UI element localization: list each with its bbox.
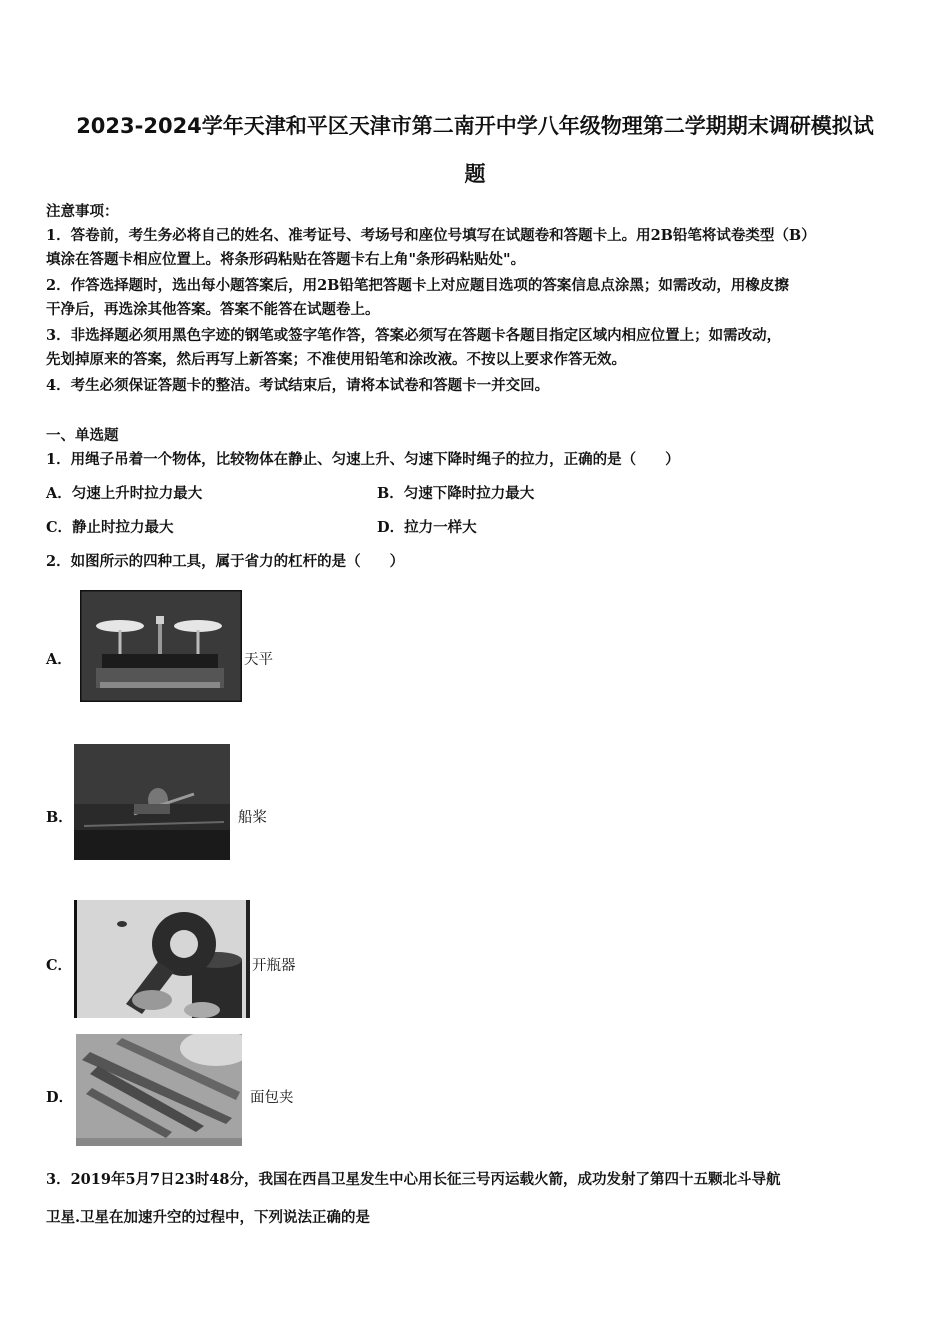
bottle-opener-photo-icon bbox=[74, 900, 250, 1018]
notice-line-4: 干净后，再选涂其他答案。答案不能答在试题卷上。 bbox=[46, 301, 380, 318]
notice-line-6: 先划掉原来的答案，然后再写上新答案；不准使用铅笔和涂改液。不按以上要求作答无效。 bbox=[46, 351, 626, 368]
section-heading: 一、单选题 bbox=[46, 427, 119, 444]
notice-line-7: 4．考生必须保证答题卡的整洁。考试结束后，请将本试卷和答题卡一并交回。 bbox=[46, 377, 550, 394]
q2-option-b-caption: 船桨 bbox=[238, 810, 267, 826]
notice-line-2: 填涂在答题卡相应位置上。将条形码粘贴在答题卡右上角"条形码粘贴处"。 bbox=[46, 251, 526, 268]
q3-stem-line1: 3．2019年5月7日23时48分，我国在西昌卫星发生中心用长征三号丙运载火箭，成功发射了第四十五颗北斗导航 bbox=[46, 1171, 781, 1188]
q2-option-b-letter: B． bbox=[46, 809, 73, 826]
notice-heading: 注意事项： bbox=[46, 203, 119, 220]
q1-option-a: A．匀速上升时拉力最大 bbox=[46, 485, 203, 502]
notice-line-1: 1．答卷前，考生务必将自己的姓名、准考证号、考场号和座位号填写在试题卷和答题卡上。用2B铅笔将试卷类型（B） bbox=[46, 227, 816, 244]
q2-option-d-caption: 面包夹 bbox=[250, 1090, 294, 1106]
q1-option-b: B．匀速下降时拉力最大 bbox=[377, 485, 535, 502]
exam-title-line2: 题 bbox=[464, 162, 486, 186]
exam-title-line1: 2023-2024学年天津和平区天津市第二南开中学八年级物理第二学期期末调研模拟试 bbox=[76, 114, 874, 138]
boat-oar-photo-icon bbox=[74, 744, 230, 860]
q3-stem-line2: 卫星.卫星在加速升空的过程中，下列说法正确的是 bbox=[46, 1209, 371, 1226]
q2-option-c-letter: C． bbox=[46, 957, 73, 974]
notice-line-3: 2．作答选择题时，选出每小题答案后，用2B铅笔把答题卡上对应题目选项的答案信息点涂黑；如需改动，用橡皮擦 bbox=[46, 277, 789, 294]
q1-stem: 1．用绳子吊着一个物体，比较物体在静止、匀速上升、匀速下降时绳子的拉力，正确的是（ ） bbox=[46, 451, 680, 468]
q1-option-d: D．拉力一样大 bbox=[377, 519, 477, 536]
q2-option-c-caption: 开瓶器 bbox=[252, 958, 296, 974]
balance-scale-photo-icon bbox=[80, 590, 242, 702]
q2-stem: 2．如图所示的四种工具，属于省力的杠杆的是（ ） bbox=[46, 553, 405, 570]
q2-option-d-letter: D． bbox=[46, 1089, 74, 1106]
notice-line-5: 3．非选择题必须用黑色字迹的钢笔或签字笔作答，答案必须写在答题卡各题目指定区域内相应位置上；如需改动， bbox=[46, 327, 782, 344]
bread-tongs-photo-icon bbox=[76, 1034, 242, 1146]
q2-option-a-caption: 天平 bbox=[244, 652, 273, 668]
q2-option-a-letter: A． bbox=[46, 651, 72, 668]
q1-option-c: C．静止时拉力最大 bbox=[46, 519, 174, 536]
